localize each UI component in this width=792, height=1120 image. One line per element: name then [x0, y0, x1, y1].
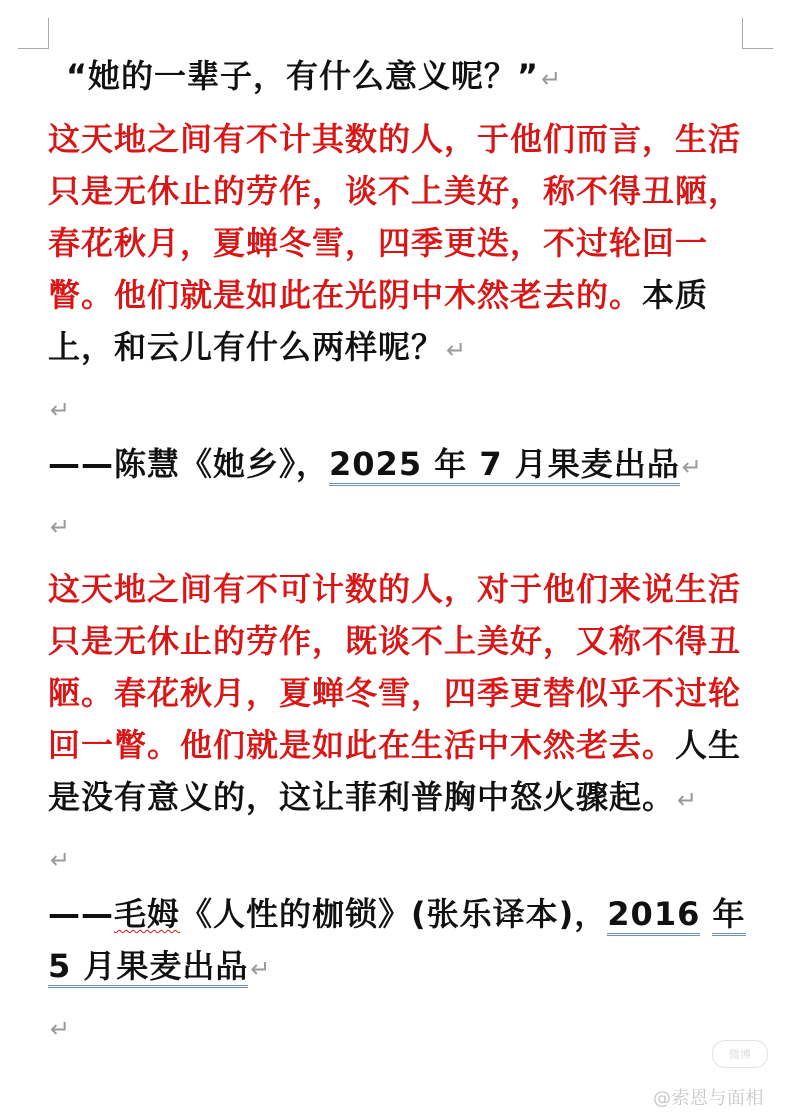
source-1-prefix: ——陈慧《她乡》，	[48, 445, 330, 483]
source-2-dash: ——	[48, 895, 114, 933]
source-1-publish-date: 2025 年 7 月果麦出品	[329, 445, 680, 486]
paragraph-mark-icon: ↵	[50, 1015, 72, 1043]
source-1-citation	[48, 438, 748, 493]
crop-mark-top-right	[742, 18, 773, 49]
weibo-logo-icon: 微博	[712, 1040, 768, 1068]
quote-1-red-text: 这天地之间有不计其数的人，于他们而言，生活只是无休止的劳作，谈不上美好，称不得丑陋，春花秋月，夏蝉冬雪，四季更迭，不过轮回一瞥。他们就是如此在光阴中木然老去的。	[48, 120, 742, 314]
paragraph-mark-icon: ↵	[250, 955, 272, 983]
paragraph-mark-icon: ↵	[446, 336, 468, 364]
paragraph-mark-icon: ↵	[50, 846, 72, 874]
document-page	[48, 50, 748, 1057]
source-2-author-spellcheck: 毛姆	[114, 895, 181, 933]
empty-paragraph	[48, 376, 748, 438]
opening-question	[48, 50, 748, 105]
quote-1-black-text: 本质上，和云儿有什么两样呢？	[48, 276, 709, 366]
paragraph-mark-icon: ↵	[50, 513, 72, 541]
source-2-publish-date: 年 5 月果麦出品	[48, 895, 746, 988]
source-2-title: 《人性的枷锁》(张乐译本)，	[180, 895, 608, 933]
paragraph-mark-icon: ↵	[681, 453, 703, 481]
quote-2-paragraph	[48, 563, 748, 826]
quote-2-black-text: 人生是没有意义的，这让菲利普胸中怒火骤起。	[48, 726, 742, 816]
source-2-citation	[48, 888, 748, 995]
paragraph-mark-icon: ↵	[677, 786, 699, 814]
empty-paragraph	[48, 995, 748, 1057]
quote-1-paragraph	[48, 113, 748, 376]
empty-paragraph	[48, 493, 748, 555]
crop-mark-top-left	[18, 18, 49, 49]
empty-paragraph	[48, 826, 748, 888]
opening-question-text: “她的一辈子，有什么意义呢？”	[66, 57, 540, 95]
paragraph-mark-icon: ↵	[50, 396, 72, 424]
paragraph-mark-icon: ↵	[541, 65, 563, 93]
watermark-text: @索恩与面相	[653, 1088, 764, 1109]
source-2-year: 2016	[607, 895, 700, 936]
quote-2-red-text: 这天地之间有不可计数的人，对于他们来说生活只是无休止的劳作，既谈不上美好，又称不得丑陋。春花秋月，夏蝉冬雪，四季更替似乎不过轮回一瞥。他们就是如此在生活中木然老去。	[48, 570, 742, 764]
